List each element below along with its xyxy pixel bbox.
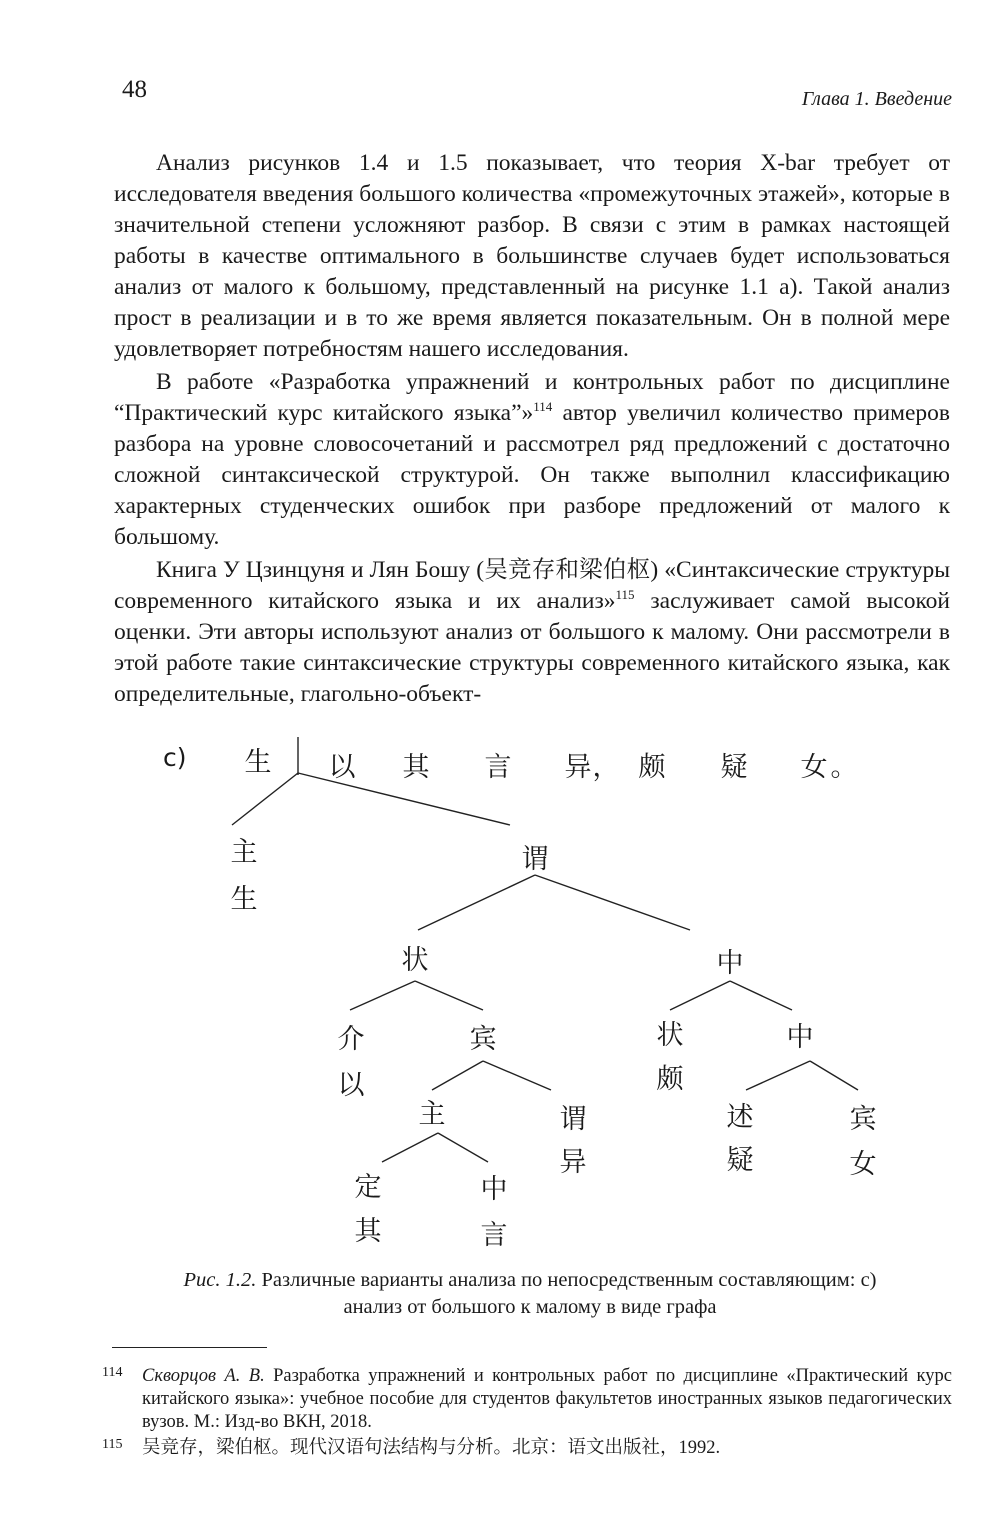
sentence-char: 颇 xyxy=(638,752,666,783)
paragraph-3 xyxy=(114,555,950,710)
branch-innersubject-attr xyxy=(382,1133,438,1162)
footnote-ref-114[interactable]: 114 xyxy=(533,399,553,415)
branch-center-center2 xyxy=(730,981,792,1010)
node-verb-role: 述 xyxy=(726,1102,754,1133)
branch-innersubject-head xyxy=(438,1133,488,1162)
node-subject-word: 生 xyxy=(230,884,258,915)
branch-adverbial-prep xyxy=(350,981,415,1010)
caption-text: Различные варианты анализа по непосредственным составляющим: c) анализ от большого к малому в виде графа xyxy=(256,1269,877,1318)
sentence-char: 生 xyxy=(244,747,272,778)
caption-number: Рис. 1.2. xyxy=(183,1269,257,1291)
paragraph-3-start: Книга У Цзинцуня и Лян Бошу (吴竞存和梁伯枢) «Синтаксические структуры современного китайского языка и их анализ» xyxy=(114,557,950,614)
branch-predicate-center xyxy=(535,875,690,930)
node-center-role: 中 xyxy=(716,948,744,979)
footnote-114 xyxy=(102,1365,952,1434)
branch-center2-obj2 xyxy=(810,1061,858,1090)
sentence-char: 其 xyxy=(402,752,430,783)
node-head-word: 言 xyxy=(480,1220,508,1251)
sentence-char: 女 xyxy=(800,752,828,783)
footnote-ref-115[interactable]: 115 xyxy=(615,587,635,603)
paragraph-2 xyxy=(114,367,950,553)
footnote-number: 114 xyxy=(102,1365,123,1380)
node-subject-role: 主 xyxy=(230,837,258,868)
branch-predicate-adverbial xyxy=(418,875,535,930)
node-adv2-word: 颇 xyxy=(656,1064,684,1095)
footnote-author: Скворцов А. В. xyxy=(142,1366,265,1386)
node-adverbial-role: 状 xyxy=(401,945,429,976)
paragraph-1: Анализ рисунков 1.4 и 1.5 показывает, что теория X-bar требует от исследователя введения большого количества «промежуточных этажей», которые в значительной степени усложняют разбор. В связи с этим в рамках настоящей работы в качестве оптимального в большинстве случаев будет использоваться анализ от малого к большому, представленный на рисунке 1.1 а). Такой анализ прост в реализации и в то же время является показательным. Он в полной мере удовлетворяет потребностям нашего исследования. xyxy=(114,150,950,362)
sentence-char: 疑 xyxy=(720,752,748,783)
branch-object-innersubject xyxy=(432,1061,483,1090)
footnote-text: 吴竞存，梁伯枢。现代汉语句法结构与分析。北京：语文出版社，1992. xyxy=(142,1438,721,1458)
running-head: Глава 1. Введение xyxy=(801,88,952,110)
node-obj2-word: 女 xyxy=(849,1149,877,1180)
syntax-tree-figure xyxy=(0,725,1000,1265)
node-head-role: 中 xyxy=(480,1174,508,1205)
sentence-char: 异 xyxy=(564,752,592,783)
footnotes xyxy=(102,1365,952,1463)
footnote-number: 115 xyxy=(102,1437,123,1452)
footnote-115 xyxy=(102,1437,952,1460)
node-prep-word: 以 xyxy=(337,1070,365,1101)
sentence-char: ， xyxy=(592,752,620,783)
page-number: 48 xyxy=(122,76,147,103)
paragraph-2-start: В работе «Разработка упражнений и контрольных работ по дисциплине “Практический курс китайского языка”» xyxy=(114,369,950,426)
figure-label: c) xyxy=(163,743,187,772)
node-obj2-role: 宾 xyxy=(849,1104,877,1135)
node-verb-word: 疑 xyxy=(726,1145,754,1176)
node-prep-role: 介 xyxy=(337,1024,365,1055)
figure-caption xyxy=(180,1267,880,1321)
body-text xyxy=(114,148,950,710)
node-attr-word: 其 xyxy=(354,1216,382,1247)
node-attr-role: 定 xyxy=(354,1172,382,1203)
branch-adverbial-object xyxy=(415,981,483,1010)
paragraph-2-end: автор увеличил количество примеров разбора на уровне словосочетаний и рассмотрел ряд предложений с достаточно сложной синтаксической структурой. Он также выполнил классификацию характерных студенческих ошибок при разборе предложений от малого к большому. xyxy=(114,400,950,550)
node-object-role: 宾 xyxy=(469,1024,497,1055)
branch-object-innerpredicate xyxy=(483,1061,551,1090)
node-innersubject-role: 主 xyxy=(418,1099,446,1130)
node-innerpredicate-role: 谓 xyxy=(559,1104,587,1135)
sentence-char: 。 xyxy=(830,752,858,783)
footnote-divider xyxy=(112,1347,267,1348)
node-predicate-role: 谓 xyxy=(521,844,549,875)
sentence-char: 言 xyxy=(484,752,512,783)
branch-center2-verb xyxy=(746,1061,810,1090)
branch-center-adv2 xyxy=(670,981,730,1010)
footnote-text: Разработка упражнений и контрольных работ по дисциплине «Практический курс китайского языка»: учебное пособие для студентов факультетов иностранных языков педагогических вузов. М.: Изд-во ВКН, 2018. xyxy=(142,1366,952,1432)
node-adv2-role: 状 xyxy=(656,1020,684,1051)
paragraph-3-end: заслуживает самой высокой оценки. Эти авторы используют анализ от большого к малому. Они рассмотрели в этой работе такие синтаксические структуры современного китайского языка, как определительные, глагольно-объект- xyxy=(114,588,950,707)
node-center2-role: 中 xyxy=(786,1022,814,1053)
sentence-char: 以 xyxy=(328,752,356,783)
branch-root-subject xyxy=(232,773,298,825)
node-innerpredicate-word: 异 xyxy=(559,1147,587,1178)
